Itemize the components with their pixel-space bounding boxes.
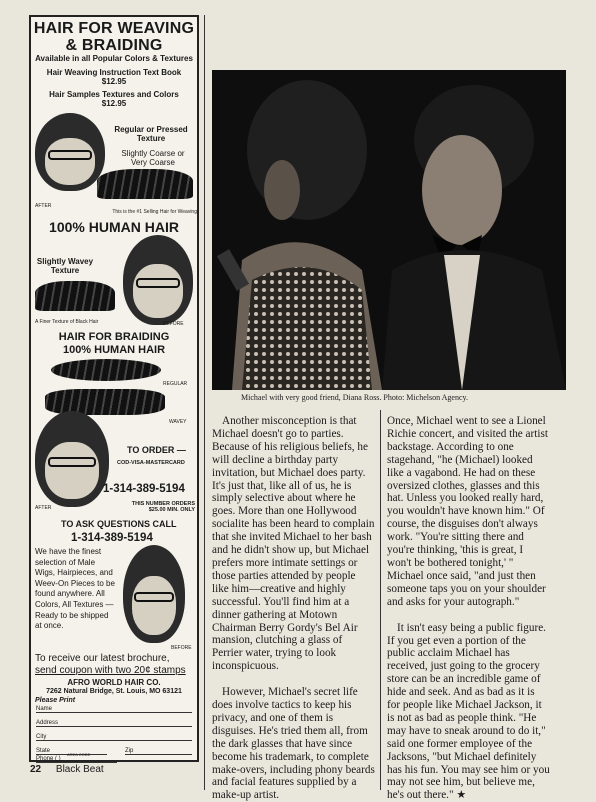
area-code-label: AREA CODE bbox=[67, 752, 91, 757]
name-field[interactable] bbox=[36, 706, 192, 713]
braiding-heading: HAIR FOR BRAIDING bbox=[58, 331, 170, 343]
texture2-title: Slightly Wavey Texture bbox=[36, 257, 94, 275]
human-hair-heading: 100% HUMAN HAIR bbox=[49, 219, 179, 235]
city-field-label: City bbox=[36, 734, 47, 740]
photo-michael-diana bbox=[212, 70, 566, 390]
article-paragraph: Once, Michael went to see a Lionel Richie concert, and visited the artist backstage. According to one stagehand, "he (Michael) looked like a vagabond. He had on these oversized clothes, glasses and this hat. Unless you looked really hard, you wouldn't have known him." Of course, the disguises don't always work. "You're sitting there and you're thinking, 'this is great, I won't be bothered tonight,' " Michael once said, "and just then someone taps you on your shoulder and asks for your autograph." bbox=[387, 415, 548, 608]
photo-illustration bbox=[212, 70, 566, 390]
texture1-title: Regular or Pressed Texture bbox=[114, 125, 188, 143]
city-field[interactable] bbox=[36, 734, 192, 741]
wavey-label: WAVEY bbox=[169, 419, 187, 425]
regular-label: REGULAR bbox=[163, 381, 188, 387]
hair-swatch-regular-texture bbox=[97, 169, 193, 199]
phone-field-label: Phone ( ) bbox=[36, 756, 61, 762]
please-print: Please Print bbox=[35, 697, 76, 704]
address-field-label: Address bbox=[36, 720, 59, 726]
before-label-2: BEFORE bbox=[171, 645, 192, 651]
brochure-line-2: send coupon with two 20¢ stamps bbox=[35, 665, 186, 676]
bestseller-note: This is the #1 Selling Hair for Weaving bbox=[112, 209, 197, 215]
ad-headline: HAIR FOR WEAVING & BRAIDING bbox=[33, 20, 195, 54]
finer-texture-note: A Finer Texture of Black Hair bbox=[35, 319, 99, 325]
column-divider bbox=[380, 410, 381, 790]
questions-label: TO ASK QUESTIONS CALL bbox=[61, 519, 177, 529]
payment-methods: COD-VISA-MASTERCARD bbox=[117, 460, 185, 466]
man-before-photo-2 bbox=[123, 545, 185, 643]
address-field[interactable] bbox=[36, 720, 192, 727]
column-rule bbox=[204, 15, 205, 790]
samples-label: Hair Samples Textures and Colors bbox=[49, 90, 179, 99]
hair-swatch-braiding-regular bbox=[51, 359, 161, 381]
article-column-2 bbox=[387, 415, 550, 802]
questions-phone: 1-314-389-5194 bbox=[71, 532, 153, 544]
article-paragraph: However, Michael's secret life does involve tactics to keep his privacy, and one of them is disguises. He's tried them all, from the dark glasses that have since become his trademark, to complete make-overs, including phony beards and facial features supplied by a make-up artist. bbox=[212, 686, 375, 802]
company-address: 7262 Natural Bridge, St. Louis, MO 63121 bbox=[46, 688, 182, 695]
article-column-1 bbox=[212, 415, 375, 802]
book-label: Hair Weaving Instruction Text Book bbox=[46, 68, 182, 77]
after-label-2: AFTER bbox=[35, 505, 52, 511]
page-footer bbox=[30, 764, 104, 775]
before-label-1: BEFORE bbox=[163, 321, 184, 327]
state-field-label: State bbox=[36, 748, 51, 754]
page-number: 22 bbox=[30, 764, 42, 775]
texture1-desc: Slightly Coarse or Very Coarse bbox=[121, 149, 185, 167]
woman-after-photo bbox=[35, 113, 105, 191]
order-minimum-note: THIS NUMBER ORDERS $25.00 MIN. ONLY bbox=[131, 501, 195, 513]
article-paragraph: It isn't easy being a public figure. If you get even a portion of the public acclaim Michael has received, just going to the grocery store can be an incredible game of hide and seek. And as bad as it is for people like Michael Jackson, it is not as bad as people think. "He may have to sneak around to do it," said one former employee of the Jacksons, "but Michael definitely has his fun. You may see him or you may not see him, but believe me, he's out there." ★ bbox=[387, 621, 550, 802]
zip-field[interactable] bbox=[125, 748, 192, 755]
samples-price: $12.95 bbox=[101, 99, 127, 108]
man-after-photo bbox=[35, 411, 109, 507]
after-label-1: AFTER bbox=[35, 203, 52, 209]
name-field-label: Name bbox=[36, 706, 53, 712]
book-price: $12.95 bbox=[101, 77, 127, 86]
ad-subhead: Available in all Popular Colors & Textures bbox=[35, 54, 193, 63]
magazine-name: Black Beat bbox=[55, 764, 104, 775]
zip-field-label: Zip bbox=[125, 748, 134, 754]
to-order-label: TO ORDER — bbox=[127, 445, 186, 455]
hair-swatch-wavey-texture bbox=[35, 281, 115, 311]
brochure-line-1: To receive our latest brochure, bbox=[35, 653, 170, 664]
article-paragraph: Another misconception is that Michael doesn't go to parties. Because of his religious beliefs, he will decline a birthday party invitation, but Michael does party. It's just that, like all of us, he is simply selective about where he goes. More than one Hollywood socialite has been heard to complain that she invited Michael to her bash and he didn't show up, but Michael prefers more intimate settings or those parties attended by people like him—creative and highly successful. You'll find him at a dinner gathering at Motown Chairman Berry Gordy's Bel Air mansion, clutching a glass of Perrier water, trying to look inconspicuous. bbox=[212, 415, 375, 673]
selection-blurb: We have the finest selection of Male Wigs, Hairpieces, and Weev-On Pieces to be found anywhere. All Colors, All Textures — Ready to be shipped at once. bbox=[35, 547, 115, 631]
hair-advertisement bbox=[29, 15, 199, 762]
photo-caption: Michael with very good friend, Diana Ross. Photo: Michelson Agency. bbox=[241, 393, 468, 402]
man-before-photo bbox=[123, 235, 193, 325]
braiding-subheading: 100% HUMAN HAIR bbox=[62, 344, 166, 356]
hair-swatch-braiding-wavey bbox=[45, 389, 165, 415]
company-name: AFRO WORLD HAIR CO. bbox=[67, 678, 161, 687]
phone-field[interactable] bbox=[36, 756, 117, 763]
order-phone: 1-314-389-5194 bbox=[103, 483, 185, 495]
